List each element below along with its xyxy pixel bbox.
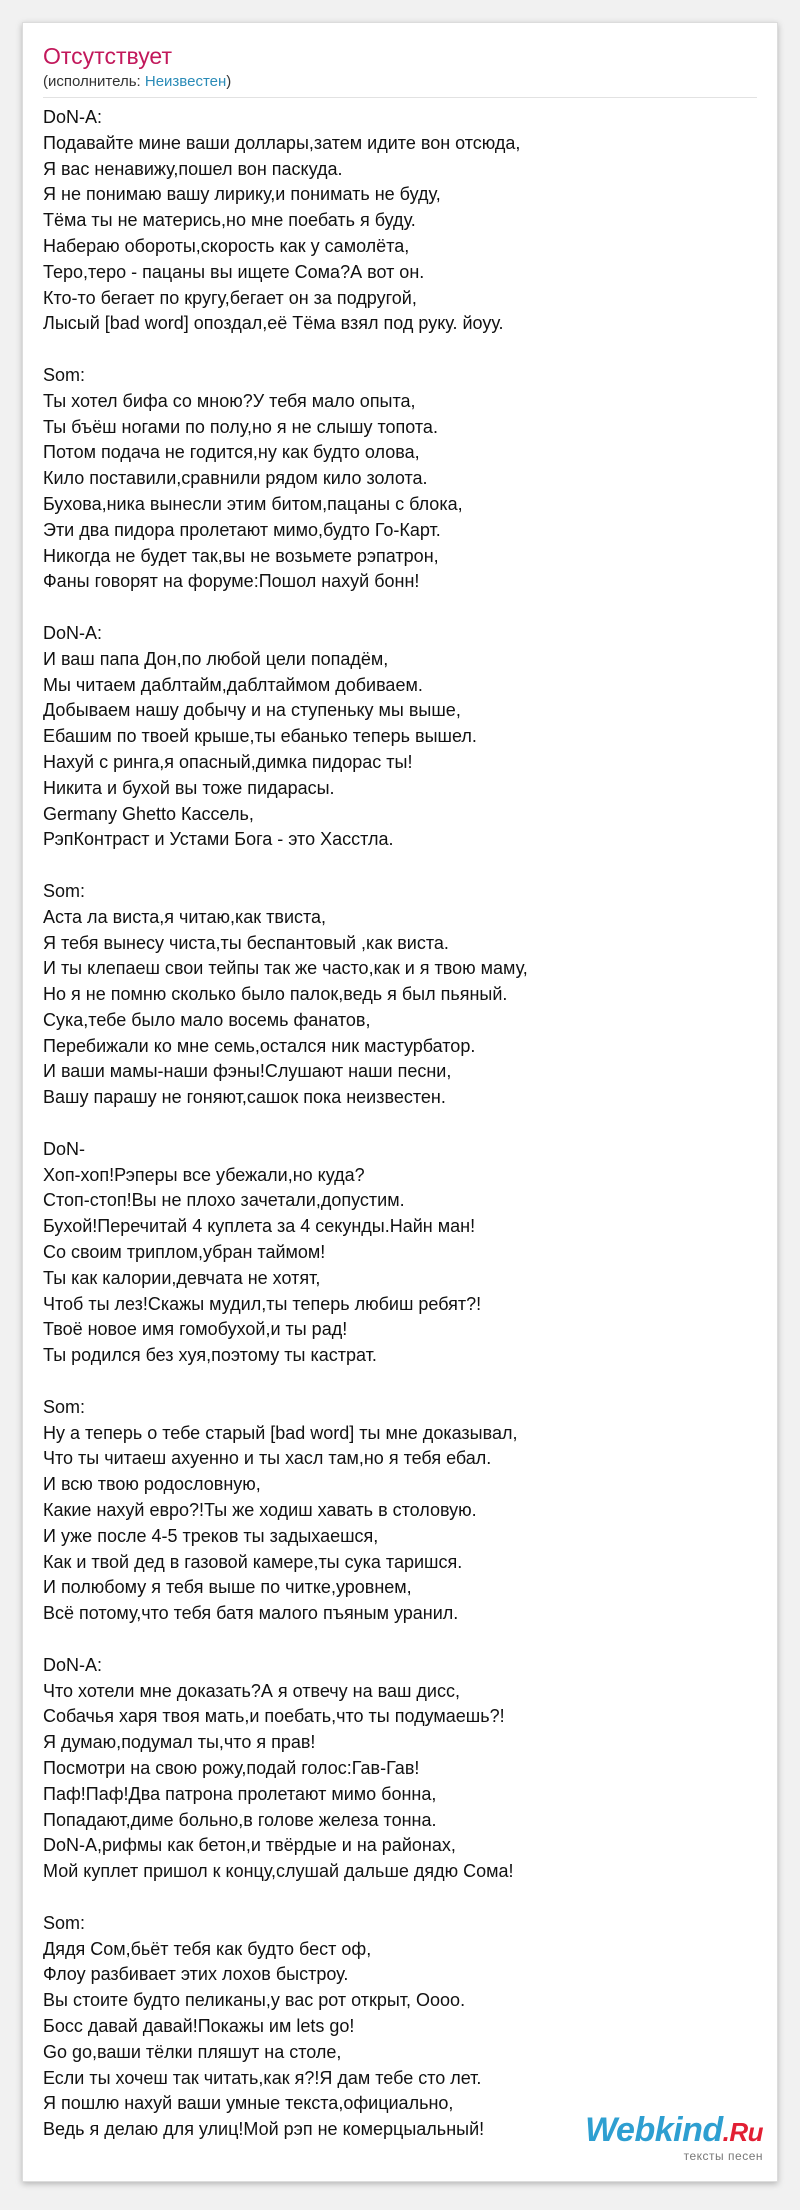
lyric-line: Лысый [bad word] опоздал,её Тёма взял под руку. йоуу. — [43, 313, 504, 334]
performer-link[interactable]: Неизвестен — [144, 73, 227, 90]
logo-tagline: тексты песен — [683, 2149, 763, 2163]
lyric-line: Ведь я делаю для улиц!Мой рэп не комерцыальный! — [43, 2119, 485, 2140]
lyric-line: Ты хотел бифа со мною?У тебя мало опыта, — [43, 390, 416, 411]
stanza-speaker: Som: — [43, 364, 86, 385]
lyric-line: Флоу разбивает этих лохов быстроу. — [43, 1964, 349, 1985]
lyric-line: Вашу парашу не гоняют,сашок пока неизвестен. — [43, 1087, 446, 1108]
logo-wordmark: Webkind — [585, 2111, 723, 2149]
lyric-line: Со своим триплом,убран таймом! — [43, 1242, 326, 1263]
lyric-line: Стоп-стоп!Вы не плохо зачетали,допустим. — [43, 1190, 405, 1211]
lyric-line: Я вас ненавижу,пошел вон паскуда. — [43, 158, 343, 179]
site-logo[interactable] — [585, 2113, 763, 2163]
lyric-line: Потом подача не годится,ну как будто олова, — [43, 442, 420, 463]
lyric-line: Добываем нашу добычу и на ступеньку мы выше, — [43, 700, 461, 721]
lyric-line: Сука,тебе было мало восемь фанатов, — [43, 1009, 371, 1030]
lyric-line: Никита и бухой вы тоже пидарасы. — [43, 777, 335, 798]
page-title: Отсутствует — [43, 43, 172, 69]
lyric-line: Эти два пидора пролетают мимо,будто Го-Карт. — [43, 519, 441, 540]
lyric-line: Кило поставили,сравнили рядом кило золота. — [43, 468, 428, 489]
lyric-line: Ты как калории,девчата не хотят, — [43, 1267, 321, 1288]
lyric-line: Нахуй с ринга,я опасный,димка пидорас ты! — [43, 751, 413, 772]
lyric-line: Твоё новое имя гомобухой,и ты рад! — [43, 1319, 348, 1340]
stanza-speaker: DoN-A: — [43, 1654, 103, 1675]
performer-prefix: (исполнитель: — [43, 73, 145, 90]
stanza — [43, 1911, 753, 2143]
lyric-line: Подавайте мине ваши доллары,затем идите вон отсюда, — [43, 132, 521, 153]
lyric-line: Ебашим по твоей крыше,ты ебанько теперь вышел. — [43, 726, 477, 747]
lyric-line: Аста ла виста,я читаю,как твиста, — [43, 906, 327, 927]
stanza — [43, 1137, 753, 1369]
performer-line — [43, 73, 231, 90]
lyric-line: Паф!Паф!Два патрона пролетают мимо бонна, — [43, 1783, 437, 1804]
lyric-line: Чтоб ты лез!Скажы мудил,ты теперь любиш ребят?! — [43, 1293, 482, 1314]
lyric-line: И ваш папа Дон,по любой цели попадём, — [43, 648, 389, 669]
stanza — [43, 363, 753, 595]
lyric-line: Но я не помню сколько было палок,ведь я был пьяный. — [43, 984, 508, 1005]
lyric-line: Go go,ваши тёлки пляшут на столе, — [43, 2041, 342, 2062]
lyric-line: РэпКонтраст и Устами Бога - это Хасстла. — [43, 829, 394, 850]
lyric-line: Хоп-хоп!Рэперы все убежали,но куда? — [43, 1164, 365, 1185]
stanza — [43, 105, 753, 337]
lyric-line: Я не понимаю вашу лирику,и понимать не буду, — [43, 184, 441, 205]
lyric-line: Попадают,диме больно,в голове железа тонна. — [43, 1809, 437, 1830]
stanza — [43, 621, 753, 853]
lyric-line: Если ты хочеш так читать,как я?!Я дам тебе сто лет. — [43, 2067, 482, 2088]
lyric-line: Мой куплет пришол к концу,слушай дальше дядю Сома! — [43, 1861, 514, 1882]
lyric-line: Дядя Сом,бьёт тебя как будто бест оф, — [43, 1938, 372, 1959]
lyric-line: Я пошлю нахуй ваши умные текста,официально, — [43, 2093, 454, 2114]
lyric-line: И всю твою родословную, — [43, 1474, 261, 1495]
stanza-speaker: Som: — [43, 1912, 86, 1933]
lyric-line: Мы читаем даблтайм,даблтаймом добиваем. — [43, 674, 423, 695]
header-divider — [43, 97, 757, 98]
stanza-speaker: Som: — [43, 1396, 86, 1417]
lyric-line: Всё потому,что тебя батя малого пъяным уранил. — [43, 1603, 459, 1624]
stanza-speaker: DoN-A: — [43, 622, 103, 643]
lyric-line: Как и твой дед в газовой камере,ты сука таришся. — [43, 1551, 463, 1572]
lyric-line: Набераю обороты,скорость как у самолёта, — [43, 235, 410, 256]
stanza-speaker: DoN- — [43, 1138, 86, 1159]
lyric-line: Босс давай давай!Покажы им lets go! — [43, 2015, 355, 2036]
lyric-line: Бухой!Перечитай 4 куплета за 4 секунды.Найн ман! — [43, 1216, 476, 1237]
lyric-line: Перебижали ко мне семь,остался ник мастурбатор. — [43, 1035, 476, 1056]
lyric-line: И уже после 4-5 треков ты задыхаешся, — [43, 1525, 379, 1546]
stanza-speaker: DoN-A: — [43, 107, 103, 127]
lyric-line: Фаны говорят на форуме:Пошол нахуй бонн! — [43, 571, 420, 592]
stanza — [43, 1653, 753, 1885]
lyric-line: Теро,теро - пацаны вы ищете Сома?А вот он. — [43, 261, 425, 282]
lyric-line: Бухова,ника вынесли этим битом,пацаны с блока, — [43, 493, 463, 514]
lyric-line: И полюбому я тебя выше по читке,уровнем, — [43, 1577, 412, 1598]
lyric-line: DoN-A,рифмы как бетон,и твёрдые и на районах, — [43, 1835, 456, 1856]
stanza — [43, 879, 753, 1111]
lyric-line: Посмотри на свою рожу,подай голос:Гав-Гав! — [43, 1758, 420, 1778]
lyrics-card — [22, 22, 778, 2182]
lyric-line: Что хотели мне доказать?А я отвечу на ваш дисс, — [43, 1680, 460, 1701]
lyric-line: Ты родился без хуя,поэтому ты кастрат. — [43, 1345, 377, 1366]
lyric-line: Я думаю,подумал ты,что я прав! — [43, 1732, 316, 1753]
lyric-line: Собачья харя твоя мать,и поебать,что ты подумаешь?! — [43, 1706, 505, 1727]
lyric-line: Я тебя вынесу чиста,ты беспантовый ,как виста. — [43, 932, 449, 953]
lyric-line: Germany Ghetto Кассель, — [43, 803, 254, 824]
lyric-line: И ваши мамы-наши фэны!Слушают наши песни, — [43, 1061, 452, 1082]
stanza — [43, 1395, 753, 1627]
lyric-line: Ты бъёш ногами по полу,но я не слышу топота. — [43, 416, 438, 437]
lyric-line: Тёма ты не матерись,но мне поебать я буду. — [43, 210, 416, 231]
lyric-line: Вы стоите будто пеликаны,у вас рот открыт, Оооо. — [43, 1990, 466, 2011]
lyric-line: Кто-то бегает по кругу,бегает он за подругой, — [43, 287, 417, 308]
lyric-line: И ты клепаеш свои тейпы так же часто,как и я твою маму, — [43, 958, 528, 979]
lyric-line: Что ты читаеш ахуенно и ты хасл там,но я тебя ебал. — [43, 1448, 492, 1469]
lyric-line: Ну а теперь о тебе старый [bad word] ты мне доказывал, — [43, 1422, 518, 1443]
logo-tld: .Ru — [722, 2117, 763, 2147]
performer-suffix: ) — [226, 73, 232, 90]
lyric-line: Какие нахуй евро?!Ты же ходиш хавать в столовую. — [43, 1500, 477, 1521]
lyric-line: Никогда не будет так,вы не возьмете рэпатрон, — [43, 545, 439, 566]
stanza-speaker: Som: — [43, 880, 86, 901]
lyrics-body — [43, 105, 753, 2143]
